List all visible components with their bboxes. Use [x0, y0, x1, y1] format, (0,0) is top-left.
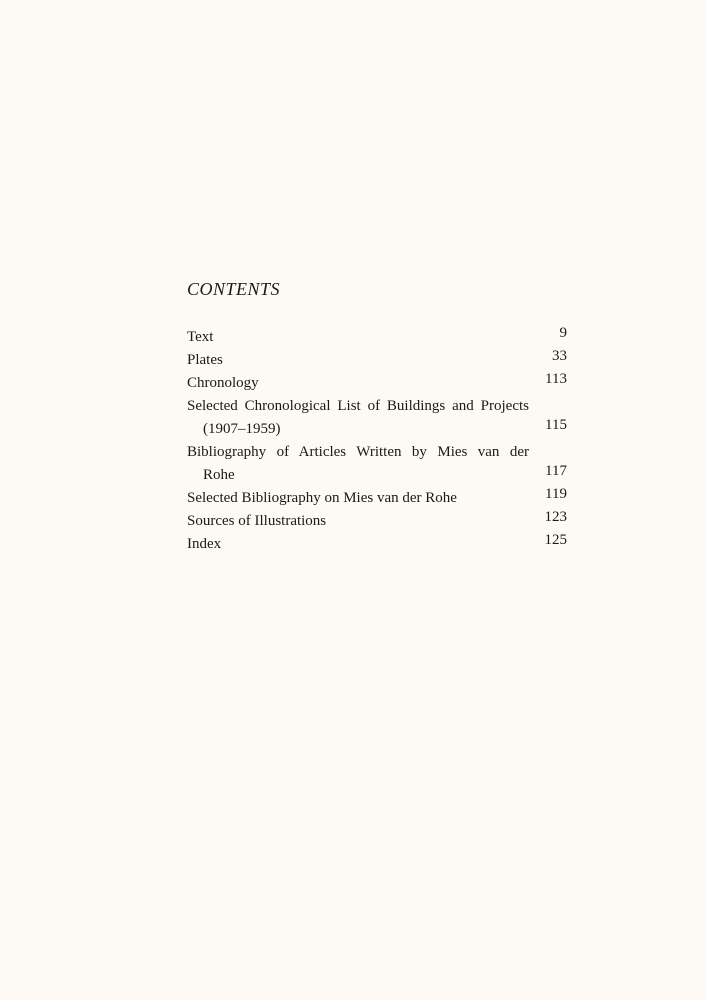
toc-entry-title: Selected Chronological List of Buildings and Projects: [187, 398, 529, 414]
toc-entry-title: Plates: [187, 352, 223, 368]
toc-page-number: 123: [544, 509, 567, 525]
toc-entry-continuation: Rohe: [203, 467, 235, 483]
toc-entry-title: Chronology: [187, 375, 259, 391]
toc-page-number: 119: [545, 486, 567, 502]
toc-entry-index: [187, 533, 567, 556]
toc-entry-label: [187, 510, 529, 533]
toc-entry-text: [187, 326, 567, 349]
toc-entry-sources: [187, 510, 567, 533]
toc-page-number: 33: [552, 348, 567, 364]
toc-entry-title: Sources of Illustrations: [187, 513, 327, 529]
toc-entry-title: Index: [187, 536, 222, 552]
table-of-contents: [187, 326, 567, 556]
toc-entry-title: Bibliography of Articles Written by Mies van der: [187, 444, 529, 460]
toc-entry-label: [187, 326, 529, 349]
toc-entry-label: [187, 487, 529, 510]
toc-page-number: 117: [545, 463, 567, 479]
toc-page-number: 115: [545, 417, 567, 433]
toc-entry-label: [187, 533, 529, 556]
toc-entry-label: [187, 372, 529, 395]
toc-entry-chronology: [187, 372, 567, 395]
toc-entry-title: Selected Bibliography on Mies van der Rohe: [187, 490, 457, 506]
toc-entry-label: [187, 349, 529, 372]
contents-heading: CONTENTS: [187, 279, 281, 299]
toc-entry-label: [187, 441, 529, 487]
toc-page-number: 113: [545, 371, 567, 387]
toc-entry-selected-bibliography: [187, 487, 567, 510]
toc-page-number: 125: [544, 532, 567, 548]
toc-entry-label: [187, 395, 529, 441]
toc-entry-buildings-list: [187, 395, 567, 441]
toc-page-number: 9: [559, 325, 567, 341]
toc-entry-plates: [187, 349, 567, 372]
toc-entry-continuation: (1907–1959): [203, 421, 281, 437]
toc-entry-title: Text: [187, 329, 214, 345]
toc-entry-articles-bibliography: [187, 441, 567, 487]
